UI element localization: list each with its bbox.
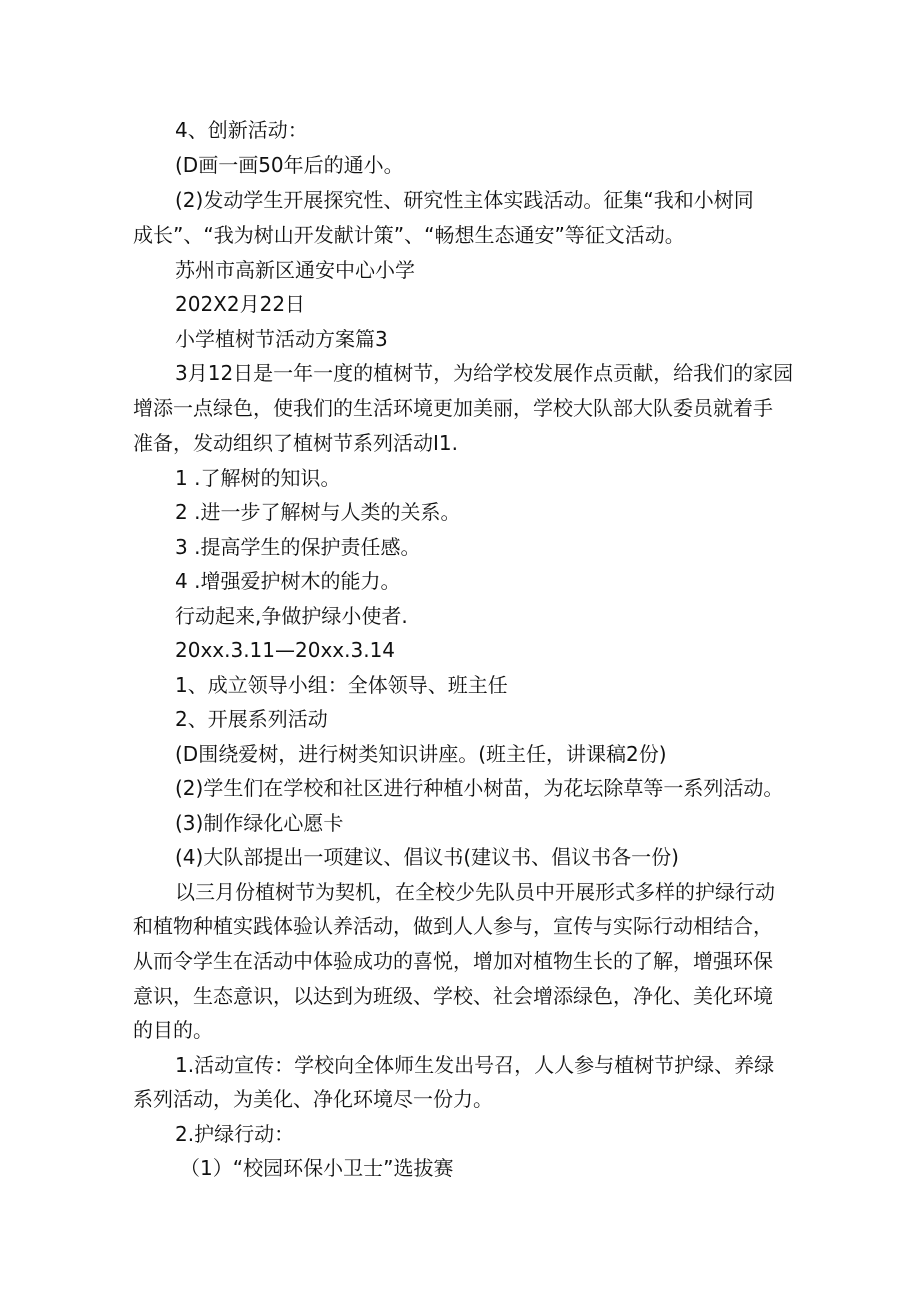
text-line: 3 .提高学生的保护责任感。 xyxy=(175,535,421,559)
text-line: (2)学生们在学校和社区进行种植小树苗，为花坛除草等一系列活动。 xyxy=(175,776,784,800)
text-line: 准备，发动组织了植树节系列活动I1. xyxy=(133,431,458,455)
text-line: 小学植树节活动方案篇3 xyxy=(175,327,388,351)
text-line: 意识，生态意识，以达到为班级、学校、社会增添绿色，净化、美化环境 xyxy=(133,984,773,1008)
text-line: 1.活动宣传：学校向全体师生发出号召，人人参与植树节护绿、养绿 xyxy=(175,1053,775,1077)
text-line: (4)大队部提出一项建议、倡议书(建议书、倡议书各一份) xyxy=(175,845,679,869)
text-line: 以三月份植树节为契机，在全校少先队员中开展形式多样的护绿行动 xyxy=(175,880,775,904)
text-line: 2、开展系列活动 xyxy=(175,707,328,731)
text-line: 增添一点绿色，使我们的生活环境更加美丽，学校大队部大队委员就着手 xyxy=(133,396,773,420)
text-line: 3月12日是一年一度的植树节，为给学校发展作点贡献，给我们的家园 xyxy=(175,361,794,385)
text-line: 2 .进一步了解树与人类的关系。 xyxy=(175,500,461,524)
text-line: 1 .了解树的知识。 xyxy=(175,466,341,490)
text-line: 202X2月22日 xyxy=(175,292,306,316)
text-line: 20xx.3.11—20xx.3.14 xyxy=(175,638,396,662)
text-line: (3)制作绿化心愿卡 xyxy=(175,811,344,835)
text-line: 4 .增强爱护树木的能力。 xyxy=(175,569,401,593)
text-line: 系列活动，为美化、净化环境尽一份力。 xyxy=(133,1087,493,1111)
text-line: (2)发动学生开展探究性、研究性主体实践活动。征集“我和小树同 xyxy=(175,188,754,212)
text-line: （1）“校园环保小卫士”选拔赛 xyxy=(180,1156,454,1180)
text-line: 2.护绿行动： xyxy=(175,1122,295,1146)
text-line: 从而令学生在活动中体验成功的喜悦，增加对植物生长的了解，增强环保 xyxy=(133,949,773,973)
text-line: 4、创新活动： xyxy=(175,118,308,142)
text-line: 和植物种植实践体验认养活动，做到人人参与，宣传与实际行动相结合， xyxy=(133,914,773,938)
text-line: 行动起来,争做护绿小使者. xyxy=(175,604,408,628)
text-line: (D画一画50年后的通小。 xyxy=(175,153,404,177)
text-line: (D围绕爱树，进行树类知识讲座。(班主任，讲课稿2份) xyxy=(175,742,667,766)
text-line: 1、成立领导小组：全体领导、班主任 xyxy=(175,673,508,697)
text-line: 成长”、“我为树山开发献计策”、“畅想生态通安”等征文活动。 xyxy=(133,223,685,247)
text-line: 苏州市高新区通安中心小学 xyxy=(175,258,415,282)
text-line: 的目的。 xyxy=(133,1018,213,1042)
